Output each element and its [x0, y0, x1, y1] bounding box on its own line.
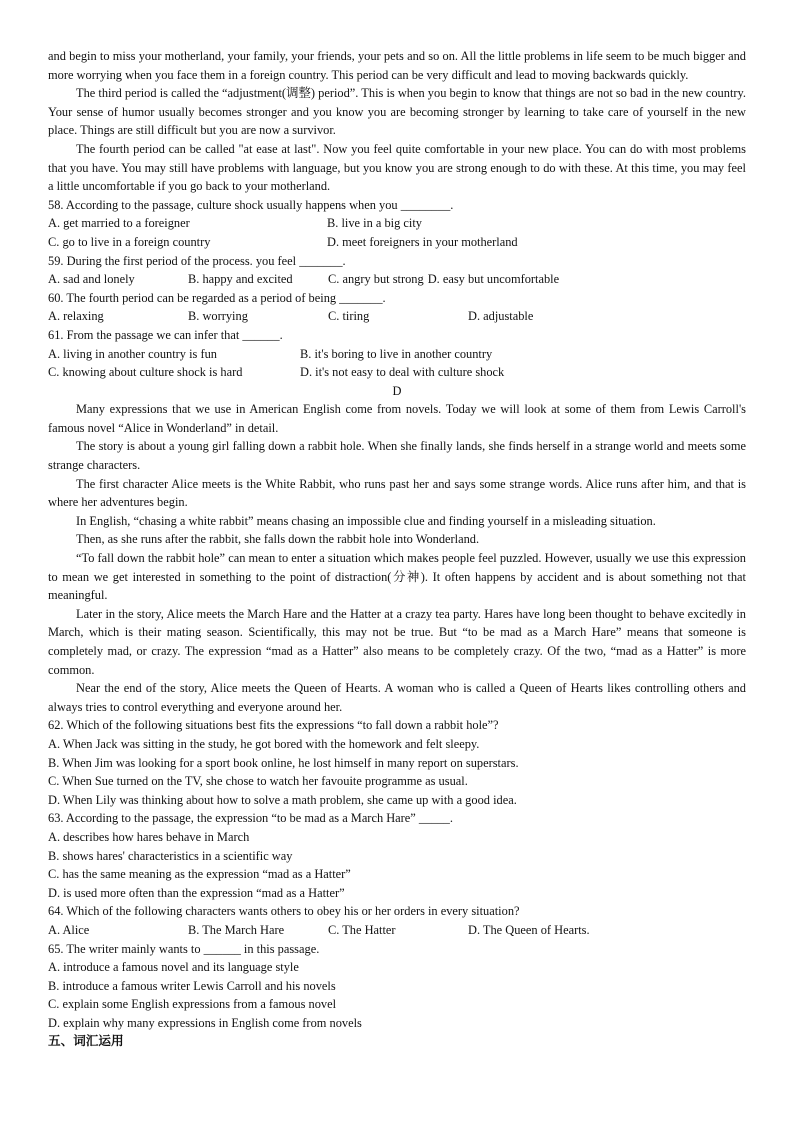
option-b: B. introduce a famous writer Lewis Carroll and his novels: [48, 978, 336, 993]
passage-paragraph: “To fall down the rabbit hole” can mean to enter a situation which makes people feel puzzled. However, usually we use this expression to mean we get interested in something to the point of distraction(分神). It often happens by accident and is about something not that meaningful.: [48, 551, 746, 603]
option-c: C. knowing about culture shock is hard: [48, 365, 243, 380]
passage-paragraph: Then, as she runs after the rabbit, she falls down the rabbit hole into Wonderland.: [76, 532, 480, 547]
passage-paragraph: The fourth period can be called "at ease at last". Now you feel quite comfortable in your new place. You can do with most problems that you have. You may still have problems with language, but you know you are strong enough to do with these. At this time, you may feel a little uncomfortable if you go back to your motherland.: [48, 141, 746, 194]
option-a: A. introduce a famous novel and its language style: [48, 960, 299, 975]
option-b: B. it's boring to live in another country: [300, 346, 493, 361]
answer-options: [48, 214, 746, 233]
question-stem: 58. According to the passage, culture shock usually happens when you ________.: [48, 197, 454, 212]
option-c: C. When Sue turned on the TV, she chose to watch her favouite programme as usual.: [48, 774, 468, 789]
passage-paragraph: Later in the story, Alice meets the March Hare and the Hatter at a crazy tea party. Hares have long been thought to behave excitedly in March, which is their mating season. Scientifically, this may not be true. But “to be mad as a March Hare” means that someone is completely mad, or crazy. The expression “mad as a Hatter” also means to be completely crazy. Of the two, “mad as a Hatter” is more common.: [48, 606, 746, 677]
answer-options: [48, 270, 746, 289]
option-a: A. get married to a foreigner: [48, 216, 190, 231]
section-heading: 五、词汇运用: [48, 1033, 124, 1049]
option-a: A. describes how hares behave in March: [48, 829, 250, 844]
answer-options: [48, 233, 746, 252]
question-stem: 60. The fourth period can be regarded as a period of being _______.: [48, 290, 386, 305]
option-d: D. it's not easy to deal with culture shock: [300, 365, 505, 380]
option-c: C. go to live in a foreign country: [48, 234, 211, 249]
passage-paragraph: The story is about a young girl falling down a rabbit hole. When she finally lands, she finds herself in a strange world and meets some strange characters.: [48, 439, 746, 473]
option-b: B. live in a big city: [327, 216, 422, 231]
option-a: A. sad and lonely: [48, 272, 135, 287]
option-a: A. Alice: [48, 922, 90, 937]
passage-paragraph: In English, “chasing a white rabbit” means chasing an impossible clue and finding yourself in a misleading situation.: [76, 513, 656, 528]
question-stem: 63. According to the passage, the expression “to be mad as a March Hare” _____.: [48, 811, 453, 826]
option-c: C. explain some English expressions from a famous novel: [48, 997, 337, 1012]
option-c: C. tiring: [328, 309, 370, 324]
exam-page: [48, 47, 746, 1051]
option-c: C. angry but strong: [328, 272, 424, 287]
option-b: B. When Jim was looking for a sport book online, he lost himself in many report on superstars.: [48, 755, 519, 770]
option-d: D. The Queen of Hearts.: [468, 922, 590, 937]
option-a: A. relaxing: [48, 309, 104, 324]
question-stem: 61. From the passage we can infer that ______.: [48, 327, 283, 342]
option-b: B. happy and excited: [188, 272, 293, 287]
passage-paragraph: Near the end of the story, Alice meets the Queen of Hearts. A woman who is called a Queen of Hearts likes controlling others and always tries to control everything and everyone around her.: [48, 681, 746, 714]
option-c: C. The Hatter: [328, 922, 396, 937]
answer-options: [48, 345, 746, 364]
option-d: D. When Lily was thinking about how to solve a math problem, she came up with a good idea.: [48, 792, 517, 807]
option-d: D. adjustable: [468, 309, 534, 324]
option-d: D. is used more often than the expression “mad as a Hatter”: [48, 885, 345, 900]
passage-paragraph: The third period is called the “adjustment(调整) period”. This is when you begin to know that things are not so bad in the new country. Your sense of humor usually becomes stronger and you know you are becoming stronger by learning to take care of yourself in the new place. Things are still difficult but you are now a survivor.: [48, 86, 746, 138]
answer-options: [48, 921, 746, 940]
passage-paragraph: Many expressions that we use in American English come from novels. Today we will look at some of them from Lewis Carroll's famous novel “Alice in Wonderland” in detail.: [48, 402, 746, 435]
option-c: C. has the same meaning as the expression “mad as a Hatter”: [48, 867, 351, 882]
question-stem: 64. Which of the following characters wants others to obey his or her orders in every situation?: [48, 904, 520, 919]
question-stem: 65. The writer mainly wants to ______ in this passage.: [48, 941, 320, 956]
option-a: A. When Jack was sitting in the study, he got bored with the homework and felt sleepy.: [48, 736, 480, 751]
passage-letter: D: [392, 383, 402, 398]
passage-paragraph: The first character Alice meets is the White Rabbit, who runs past her and says some strange words. Alice runs after him, and that is where her adventures begin.: [48, 476, 746, 510]
passage-paragraph: and begin to miss your motherland, your family, your friends, your pets and so on. All the little problems in life seem to be much bigger and more worrying when you face them in a foreign country. This period can be very difficult and lead to moving backwards quickly.: [48, 49, 746, 82]
option-a: A. living in another country is fun: [48, 346, 217, 361]
option-d: D. explain why many expressions in English come from novels: [48, 1015, 362, 1030]
question-stem: 59. During the first period of the process. you feel _______.: [48, 253, 346, 268]
option-d: D. easy but uncomfortable: [427, 272, 560, 287]
answer-options: [48, 307, 746, 326]
question-stem: 62. Which of the following situations best fits the expressions “to fall down a rabbit hole”?: [48, 718, 499, 733]
option-b: B. worrying: [188, 309, 248, 324]
option-b: B. The March Hare: [188, 922, 285, 937]
option-b: B. shows hares' characteristics in a scientific way: [48, 848, 293, 863]
option-d: D. meet foreigners in your motherland: [327, 234, 518, 249]
answer-options: [48, 363, 746, 382]
